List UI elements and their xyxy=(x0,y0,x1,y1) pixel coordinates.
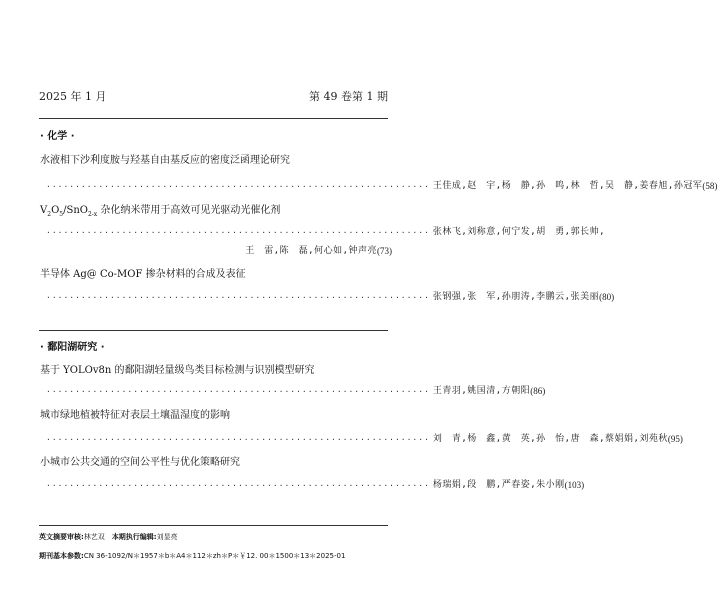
footer-journal-params xyxy=(39,551,345,561)
footer-value: 刘显亮 xyxy=(156,533,178,541)
leader-dots: ·································································· xyxy=(46,481,430,490)
article-authors-row xyxy=(46,478,585,490)
footer-label: 英文摘要审核: xyxy=(39,533,84,541)
section-divider xyxy=(39,330,388,331)
section-heading-poyang-lake: · 鄱阳湖研究 · xyxy=(40,342,105,353)
footer-label: 本期执行编辑: xyxy=(111,533,157,541)
leader-dots: ·································································· xyxy=(46,228,430,237)
article-authors: 杨瑞娟,段 鹏,严春姿,朱小刚 xyxy=(432,480,565,490)
article-authors: 张林飞,刘称意,何宁发,胡 勇,郭长帅, xyxy=(432,227,605,237)
article-page: (80) xyxy=(599,292,615,302)
article-title[interactable]: 水液相下沙利度胺与羟基自由基反应的密度泛函理论研究 xyxy=(40,155,290,166)
article-title[interactable]: 基于 YOLOv8n 的鄱阳湖轻量级鸟类目标检测与识别模型研究 xyxy=(40,365,315,376)
issue-date: 2025 年 1 月 xyxy=(39,90,107,103)
leader-dots: ·································································· xyxy=(46,387,430,396)
footer-editors xyxy=(39,532,178,542)
footer-value: CN 36-1092/N＊1957＊b＊A4＊112＊zh＊P＊￥12. 00＊1500＊13＊2025-01 xyxy=(83,552,346,560)
article-title[interactable]: $V_2O_5/SnO_{2-x}$ 杂化纳米带用于高效可见光驱动光催化剂 xyxy=(40,205,281,218)
article-page: (86) xyxy=(530,386,546,396)
article-authors-row xyxy=(46,290,615,302)
article-page: (58) xyxy=(702,181,717,191)
article-authors: 王 雷,陈 磊,何心如,钟声亮 xyxy=(245,246,377,256)
footer-label: 期刊基本参数: xyxy=(39,552,84,560)
article-page: (103) xyxy=(564,480,585,490)
issue-number: 第 49 卷第 1 期 xyxy=(309,90,388,103)
leader-dots: ·································································· xyxy=(46,293,430,302)
article-authors-row xyxy=(46,384,546,396)
section-heading-chemistry: · 化学 · xyxy=(40,131,75,142)
leader-dots: ·································································· xyxy=(46,182,430,191)
article-authors-row xyxy=(46,225,605,237)
article-authors-row xyxy=(46,432,683,444)
footer-divider xyxy=(39,525,388,526)
article-title[interactable]: 小城市公共交通的空间公平性与优化策略研究 xyxy=(40,457,240,468)
page-header xyxy=(39,88,388,104)
article-authors: 张钢强,张 军,孙朋涛,李鹏云,张美丽 xyxy=(432,292,600,302)
article-title[interactable]: 城市绿地植被特征对表层土壤温湿度的影响 xyxy=(40,410,230,421)
article-title[interactable]: 半导体 Ag@ Co-MOF 掺杂材料的合成及表征 xyxy=(40,269,246,280)
article-page: (73) xyxy=(377,246,392,256)
footer-value: 林艺双 xyxy=(83,533,112,541)
article-authors: 王青羽,姚国清,方朝阳 xyxy=(432,386,531,396)
article-authors-row xyxy=(46,179,717,191)
header-divider xyxy=(39,118,388,119)
article-authors: 王佳成,赵 宇,杨 静,孙 鸣,林 哲,吴 静,姜春旭,孙冠军 xyxy=(432,181,703,191)
article-page: (95) xyxy=(667,434,683,444)
article-authors: 刘 青,杨 鑫,黄 英,孙 怡,唐 森,蔡娟娟,刘苑秋 xyxy=(432,434,668,444)
article-authors-row-continued xyxy=(46,244,392,256)
leader-dots: ·································································· xyxy=(46,435,430,444)
